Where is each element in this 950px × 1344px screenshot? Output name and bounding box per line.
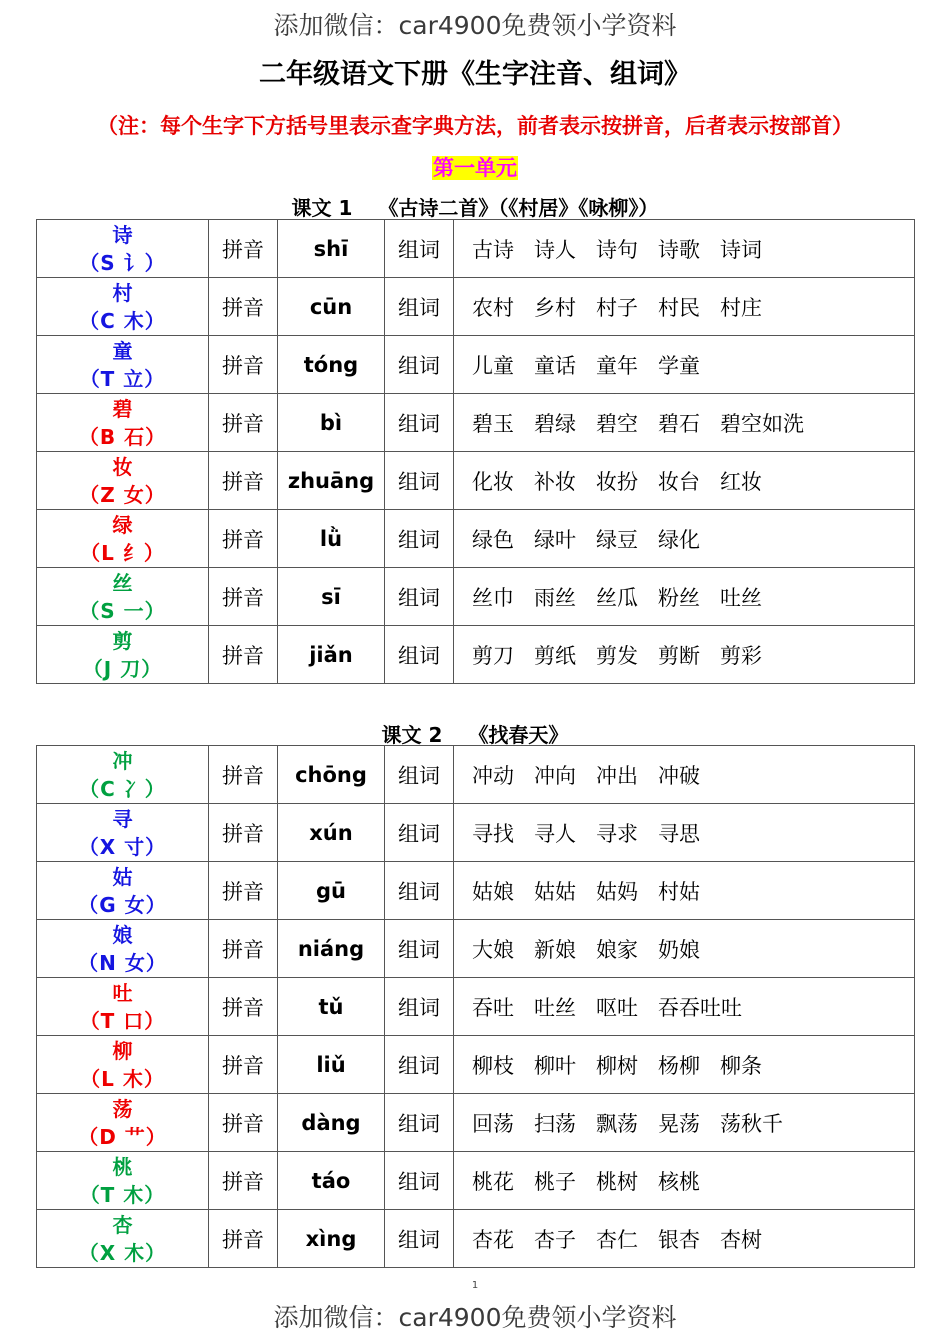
character-cell [37, 278, 209, 336]
character-cell [37, 1094, 209, 1152]
pinyin-label: 拼音 [209, 568, 278, 626]
word-item: 银杏 [658, 1227, 700, 1252]
pinyin-value: shī [278, 220, 385, 278]
word-list [454, 804, 915, 862]
word-list [454, 1094, 915, 1152]
word-list [454, 336, 915, 394]
word-list [454, 278, 915, 336]
word-item: 碧绿 [534, 411, 576, 436]
pinyin-value: táo [278, 1152, 385, 1210]
character-row [37, 1036, 915, 1094]
word-item: 奶娘 [658, 937, 700, 962]
pinyin-label: 拼音 [209, 626, 278, 684]
character-row [37, 278, 915, 336]
pinyin-value: liǔ [278, 1036, 385, 1094]
character: 杏 [112, 1212, 133, 1237]
word-item: 扫荡 [534, 1111, 576, 1136]
word-item: 绿色 [472, 527, 514, 552]
word-item: 化妆 [472, 469, 514, 494]
character-cell [37, 336, 209, 394]
character-cell [37, 220, 209, 278]
zuci-label: 组词 [385, 336, 454, 394]
pinyin-label: 拼音 [209, 452, 278, 510]
character-row [37, 452, 915, 510]
word-list [454, 568, 915, 626]
word-item: 杏树 [720, 1227, 762, 1252]
character: 桃 [112, 1154, 133, 1179]
lookup-hint: （X 寸） [78, 834, 167, 859]
word-item: 飘荡 [596, 1111, 638, 1136]
word-item: 柳叶 [534, 1053, 576, 1078]
character: 剪 [112, 628, 133, 653]
character-row [37, 804, 915, 862]
pinyin-value: niáng [278, 920, 385, 978]
word-item: 学童 [658, 353, 700, 378]
character: 妆 [112, 454, 133, 479]
lookup-hint: （N 女） [78, 950, 167, 975]
character-cell [37, 452, 209, 510]
word-list [454, 978, 915, 1036]
character: 冲 [112, 748, 133, 773]
lesson-1-heading [0, 192, 950, 221]
zuci-label: 组词 [385, 804, 454, 862]
word-item: 剪刀 [472, 643, 514, 668]
character-row [37, 568, 915, 626]
character: 村 [112, 280, 133, 305]
pinyin-label: 拼音 [209, 920, 278, 978]
word-item: 寻思 [658, 821, 700, 846]
character: 碧 [112, 396, 133, 421]
zuci-label: 组词 [385, 1036, 454, 1094]
character-row [37, 862, 915, 920]
unit-heading [0, 152, 950, 182]
word-item: 杏仁 [596, 1227, 638, 1252]
word-item: 剪断 [658, 643, 700, 668]
word-item: 童话 [534, 353, 576, 378]
lesson-2-name: 课文 2 [381, 723, 443, 747]
word-item: 雨丝 [534, 585, 576, 610]
lookup-hint: （L 纟） [80, 540, 165, 565]
word-item: 晃荡 [658, 1111, 700, 1136]
character-row [37, 978, 915, 1036]
character-row [37, 220, 915, 278]
zuci-label: 组词 [385, 746, 454, 804]
word-item: 寻找 [472, 821, 514, 846]
character-cell [37, 978, 209, 1036]
character: 荡 [112, 1096, 133, 1121]
word-item: 冲出 [596, 763, 638, 788]
zuci-label: 组词 [385, 220, 454, 278]
word-list [454, 1036, 915, 1094]
character-row [37, 1094, 915, 1152]
word-item: 诗句 [596, 237, 638, 262]
lookup-hint: （T 口） [79, 1008, 166, 1033]
word-item: 桃子 [534, 1169, 576, 1194]
word-item: 吞吞吐吐 [658, 995, 742, 1020]
pinyin-value: lǜ [278, 510, 385, 568]
word-item: 乡村 [534, 295, 576, 320]
word-item: 姑娘 [472, 879, 514, 904]
word-item: 寻人 [534, 821, 576, 846]
pinyin-value: gū [278, 862, 385, 920]
character: 童 [112, 338, 133, 363]
pinyin-label: 拼音 [209, 510, 278, 568]
pinyin-label: 拼音 [209, 336, 278, 394]
character: 寻 [112, 806, 133, 831]
zuci-label: 组词 [385, 1152, 454, 1210]
word-list [454, 746, 915, 804]
lesson-2-table [36, 745, 915, 1268]
word-item: 娘家 [596, 937, 638, 962]
lookup-hint: （S 讠） [79, 250, 166, 275]
lookup-hint: （Z 女） [79, 482, 166, 507]
pinyin-label: 拼音 [209, 1152, 278, 1210]
pinyin-label: 拼音 [209, 394, 278, 452]
character-cell [37, 862, 209, 920]
pinyin-label: 拼音 [209, 1036, 278, 1094]
character-cell [37, 626, 209, 684]
word-list [454, 510, 915, 568]
page-number: 1 [471, 1280, 479, 1291]
word-item: 杨柳 [658, 1053, 700, 1078]
watermark-bottom: 添加微信：car4900免费领小学资料 [273, 1303, 677, 1332]
lesson-2-heading [0, 719, 950, 748]
word-item: 大娘 [472, 937, 514, 962]
zuci-label: 组词 [385, 452, 454, 510]
zuci-label: 组词 [385, 920, 454, 978]
pinyin-value: zhuāng [278, 452, 385, 510]
character-row [37, 1210, 915, 1268]
lookup-hint: （T 立） [79, 366, 166, 391]
pinyin-label: 拼音 [209, 220, 278, 278]
pinyin-value: tóng [278, 336, 385, 394]
word-item: 桃花 [472, 1169, 514, 1194]
word-item: 童年 [596, 353, 638, 378]
character-row [37, 746, 915, 804]
zuci-label: 组词 [385, 510, 454, 568]
word-list [454, 1152, 915, 1210]
character-row [37, 510, 915, 568]
word-list [454, 452, 915, 510]
word-item: 柳条 [720, 1053, 762, 1078]
character: 姑 [112, 864, 133, 889]
lesson-2-title: 《找春天》 [468, 723, 569, 747]
word-list [454, 220, 915, 278]
pinyin-label: 拼音 [209, 1094, 278, 1152]
word-item: 寻求 [596, 821, 638, 846]
word-item: 古诗 [472, 237, 514, 262]
word-item: 妆台 [658, 469, 700, 494]
word-list [454, 1210, 915, 1268]
word-item: 村庄 [720, 295, 762, 320]
word-list [454, 626, 915, 684]
lookup-hint: （C 木） [79, 308, 166, 333]
word-list [454, 920, 915, 978]
character-cell [37, 1036, 209, 1094]
zuci-label: 组词 [385, 1210, 454, 1268]
lookup-hint: （G 女） [78, 892, 167, 917]
zuci-label: 组词 [385, 1094, 454, 1152]
pinyin-value: sī [278, 568, 385, 626]
word-item: 新娘 [534, 937, 576, 962]
zuci-label: 组词 [385, 278, 454, 336]
character-cell [37, 1210, 209, 1268]
watermark-top: 添加微信：car4900免费领小学资料 [273, 11, 677, 40]
character: 吐 [112, 980, 133, 1005]
word-item: 吞吐 [472, 995, 514, 1020]
zuci-label: 组词 [385, 862, 454, 920]
pinyin-value: chōng [278, 746, 385, 804]
character-cell [37, 920, 209, 978]
lookup-hint: （B 石） [78, 424, 167, 449]
zuci-label: 组词 [385, 978, 454, 1036]
word-item: 剪发 [596, 643, 638, 668]
word-item: 冲向 [534, 763, 576, 788]
word-item: 桃树 [596, 1169, 638, 1194]
character-cell [37, 568, 209, 626]
word-item: 剪彩 [720, 643, 762, 668]
zuci-label: 组词 [385, 626, 454, 684]
pinyin-label: 拼音 [209, 862, 278, 920]
word-item: 绿豆 [596, 527, 638, 552]
word-item: 诗人 [534, 237, 576, 262]
character-row [37, 1152, 915, 1210]
character-cell [37, 746, 209, 804]
lesson-1-name: 课文 1 [291, 196, 353, 220]
word-item: 农村 [472, 295, 514, 320]
word-item: 村姑 [658, 879, 700, 904]
lookup-hint: （S 一） [79, 598, 166, 623]
word-item: 绿叶 [534, 527, 576, 552]
pinyin-value: cūn [278, 278, 385, 336]
word-item: 冲破 [658, 763, 700, 788]
lookup-hint: （X 木） [78, 1240, 167, 1265]
word-item: 诗歌 [658, 237, 700, 262]
pinyin-label: 拼音 [209, 278, 278, 336]
pinyin-label: 拼音 [209, 1210, 278, 1268]
pinyin-value: dàng [278, 1094, 385, 1152]
zuci-label: 组词 [385, 568, 454, 626]
word-item: 村子 [596, 295, 638, 320]
character-row [37, 336, 915, 394]
character-row [37, 920, 915, 978]
word-item: 杏花 [472, 1227, 514, 1252]
pinyin-value: tǔ [278, 978, 385, 1036]
lookup-note: （注：每个生字下方括号里表示查字典方法，前者表示按拼音，后者表示按部首） [97, 114, 853, 138]
character-row [37, 394, 915, 452]
lookup-hint: （J 刀） [82, 656, 163, 681]
word-item: 碧玉 [472, 411, 514, 436]
pinyin-label: 拼音 [209, 804, 278, 862]
unit-label: 第一单元 [433, 156, 517, 180]
word-item: 核桃 [658, 1169, 700, 1194]
word-list [454, 394, 915, 452]
word-item: 姑姑 [534, 879, 576, 904]
character: 丝 [112, 570, 133, 595]
word-item: 柳枝 [472, 1053, 514, 1078]
lookup-hint: （L 木） [80, 1066, 165, 1091]
word-item: 回荡 [472, 1111, 514, 1136]
word-item: 诗词 [720, 237, 762, 262]
word-item: 姑妈 [596, 879, 638, 904]
word-item: 柳树 [596, 1053, 638, 1078]
word-item: 红妆 [720, 469, 762, 494]
pinyin-value: xún [278, 804, 385, 862]
lookup-hint: （T 木） [79, 1182, 166, 1207]
character-cell [37, 1152, 209, 1210]
word-item: 吐丝 [534, 995, 576, 1020]
character: 娘 [112, 922, 133, 947]
pinyin-label: 拼音 [209, 978, 278, 1036]
character-cell [37, 804, 209, 862]
word-item: 碧空 [596, 411, 638, 436]
pinyin-value: xìng [278, 1210, 385, 1268]
lookup-hint: （C 冫） [79, 776, 166, 801]
pinyin-value: jiǎn [278, 626, 385, 684]
page-title: 二年级语文下册《生字注音、组词》 [259, 59, 691, 90]
word-item: 碧石 [658, 411, 700, 436]
character: 诗 [112, 222, 133, 247]
word-item: 剪纸 [534, 643, 576, 668]
word-item: 呕吐 [596, 995, 638, 1020]
word-item: 粉丝 [658, 585, 700, 610]
lookup-hint: （D 艹） [78, 1124, 167, 1149]
character-row [37, 626, 915, 684]
word-item: 吐丝 [720, 585, 762, 610]
word-item: 补妆 [534, 469, 576, 494]
character: 柳 [112, 1038, 133, 1063]
word-item: 绿化 [658, 527, 700, 552]
lesson-1-table [36, 219, 915, 684]
word-item: 妆扮 [596, 469, 638, 494]
zuci-label: 组词 [385, 394, 454, 452]
lesson-1-title: 《古诗二首》（《村居》《咏柳》） [378, 196, 659, 220]
character-cell [37, 394, 209, 452]
word-item: 丝巾 [472, 585, 514, 610]
word-item: 丝瓜 [596, 585, 638, 610]
word-item: 碧空如洗 [720, 411, 804, 436]
word-list [454, 862, 915, 920]
word-item: 冲动 [472, 763, 514, 788]
character-cell [37, 510, 209, 568]
pinyin-label: 拼音 [209, 746, 278, 804]
word-item: 儿童 [472, 353, 514, 378]
word-item: 杏子 [534, 1227, 576, 1252]
pinyin-value: bì [278, 394, 385, 452]
word-item: 村民 [658, 295, 700, 320]
word-item: 荡秋千 [720, 1111, 783, 1136]
character: 绿 [112, 512, 133, 537]
